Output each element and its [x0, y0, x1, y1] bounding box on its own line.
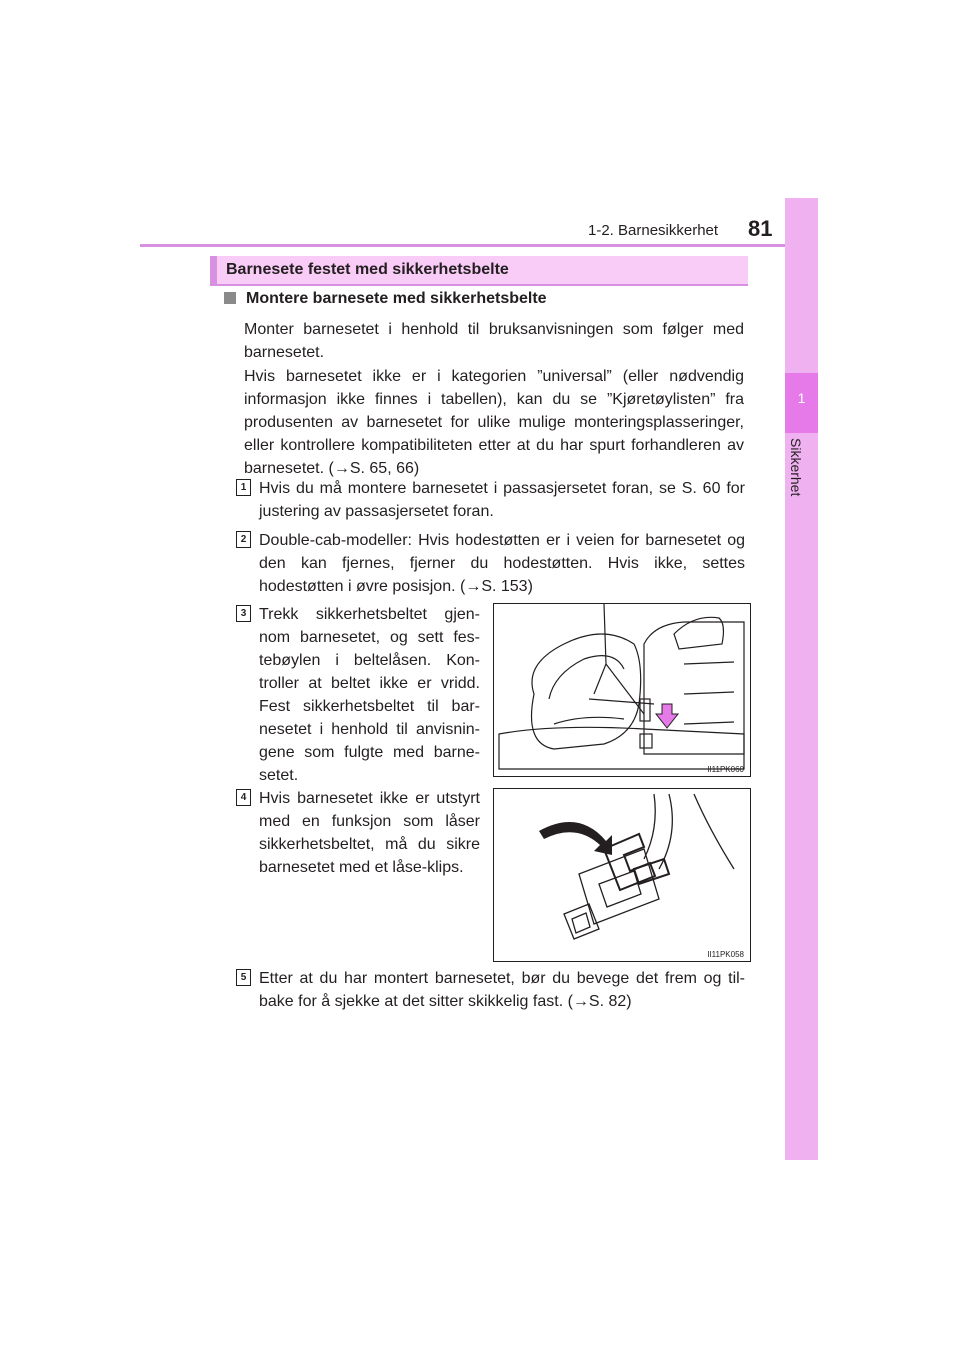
section-header: 1-2. Barnesikkerhet: [588, 222, 719, 239]
step-text: Double-cab-modeller: Hvis hodestøtten er i veien for barnesetet og den kan fjernes, fjerner du hodestøtten. Hvis ikke, settes hodestøtten i øvre posisjon. (→S. 153): [259, 532, 745, 595]
header-rule: [140, 244, 818, 247]
step-number: 3: [236, 605, 251, 622]
figure-locking-clip: [493, 788, 751, 962]
step-number: 4: [236, 789, 251, 806]
childseat-illustration: [494, 604, 750, 776]
step-text: Hvis du må montere barnesetet i passasjersetet foran, se S. 60 for justering av passasjersetet foran.: [259, 480, 745, 520]
step-text: Trekk sikkerhetsbeltet gjen-nom barnesetet, og sett fes-tebøylen i beltelåsen. Kon-troller at beltet ikke er vridd. Fest sikkerhetsbeltet til bar-nesetet i henhold til anvisnin-gene som fulgte med barne-setet.: [259, 606, 480, 784]
step-text: Etter at du har montert barnesetet, bør du bevege det frem og til-bake for å sjekke at det sitter skikkelig fast. (→S. 82): [259, 970, 745, 1010]
intro-paragraph: Hvis barnesetet ikke er i kategorien ”universal” (eller nødvendig informasjon ikke finnes i tabellen), kan du se ”Kjøretøylisten” fra produsenten av barnesetet for ulike mulige monteringsplasseringer, eller kontrollere kompatibiliteten etter at du har spurt forhandleren av barnesetet. (→S. 65, 66): [244, 368, 744, 477]
section-title: Barnesete festet med sikkerhetsbelte: [226, 261, 509, 278]
intro-paragraph: Monter barnesetet i henhold til bruksanvisningen som følger med barnesetet.: [244, 321, 744, 361]
subsection-heading: [224, 290, 547, 308]
step-text: Hvis barnesetet ikke er utstyrt med en funksjon som låser sikkerhetsbeltet, må du sikre barnesetet med et låse-klips.: [259, 790, 480, 876]
bullet-square-icon: [224, 292, 236, 304]
figure-code: II11PK060: [707, 765, 744, 774]
page-number: 81: [748, 216, 773, 241]
chapter-number: 1: [797, 390, 806, 406]
step-number: 2: [236, 531, 251, 548]
locking-clip-illustration: [494, 789, 750, 961]
section-heading-bar: [210, 256, 217, 286]
step-number: 5: [236, 969, 251, 986]
figure-childseat-buckle: [493, 603, 751, 777]
chapter-tab: [785, 198, 818, 1160]
step-number: 1: [236, 479, 251, 496]
figure-code: II11PK058: [707, 950, 744, 959]
chapter-label: Sikkerhet: [788, 438, 804, 497]
subsection-title: Montere barnesete med sikkerhetsbelte: [246, 290, 547, 307]
